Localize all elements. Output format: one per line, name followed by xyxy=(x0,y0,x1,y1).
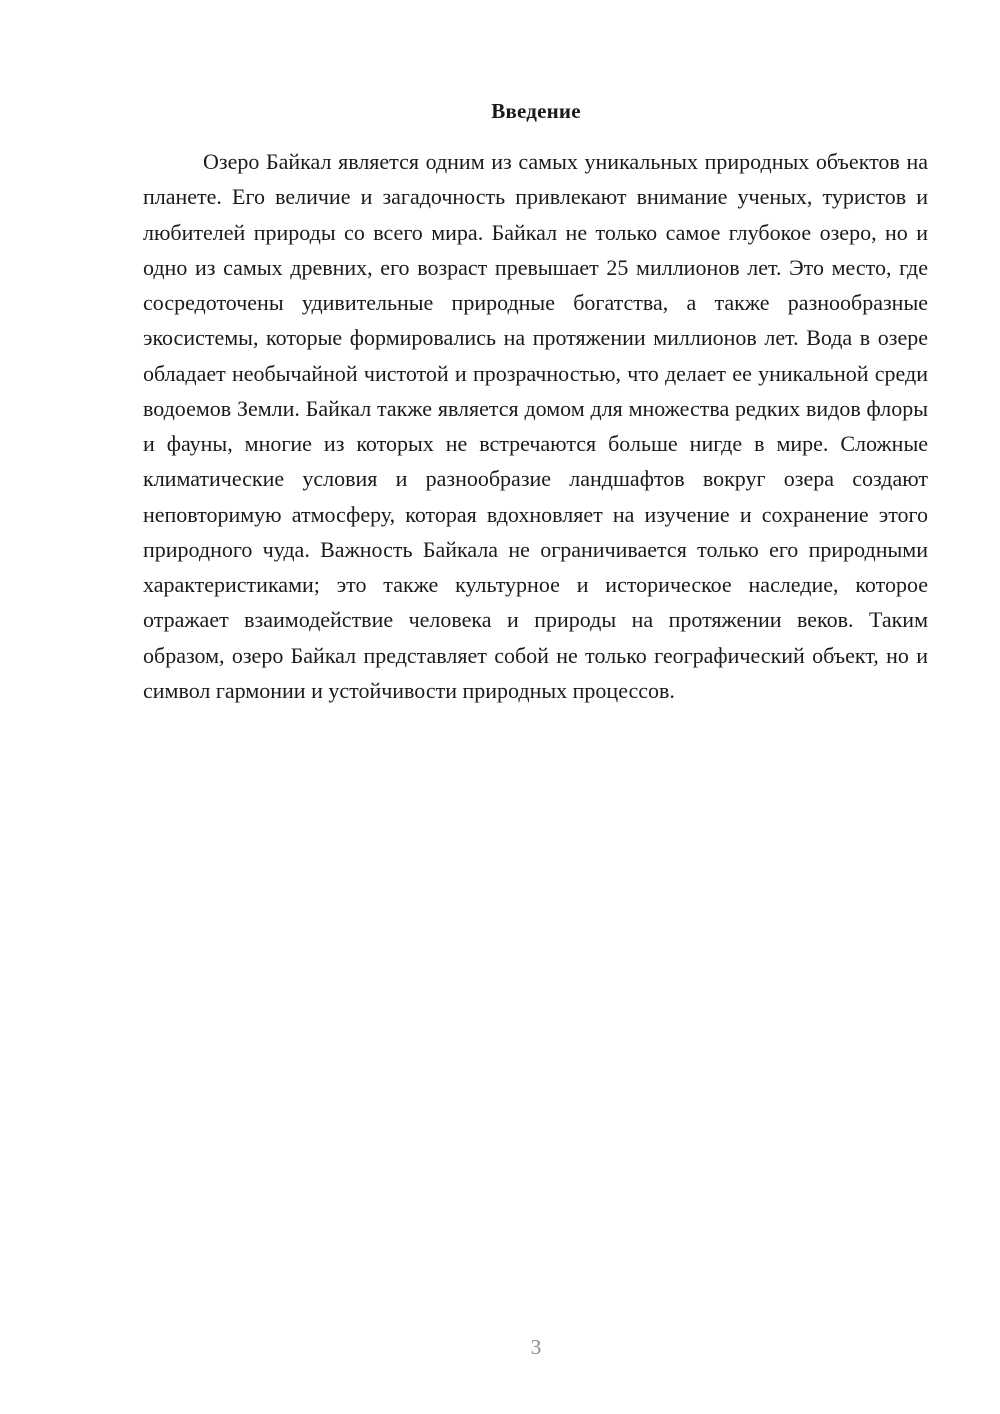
section-heading: Введение xyxy=(491,99,581,123)
page-number: 3 xyxy=(530,1335,542,1359)
body-paragraph: Озеро Байкал является одним из самых уникальных природных объектов на планете. Его величие и загадочность привлекают внимание ученых, туристов и любителей природы со всего мира. Байкал не только самое глубокое озеро, но и одно из самых древних, его возраст превышает 25 миллионов лет. Это место, где сосредоточены удивительные природные богатства, а также разнообразные экосистемы, которые формировались на протяжении миллионов лет. Вода в озере обладает необычайной чистотой и прозрачностью, что делает ее уникальной среди водоемов Земли. Байкал также является домом для множества редких видов флоры и фауны, многие из которых не встречаются больше нигде в мире. Сложные климатические условия и разнообразие ландшафтов вокруг озера создают неповторимую атмосферу, которая вдохновляет на изучение и сохранение этого природного чуда. Важность Байкала не ограничивается только его природными характеристиками; это также культурное и историческое наследие, которое отражает взаимодействие человека и природы на протяжении веков. Таким образом, озеро Байкал представляет собой не только географический объект, но и символ гармонии и устойчивости природных процессов. xyxy=(143,149,928,703)
